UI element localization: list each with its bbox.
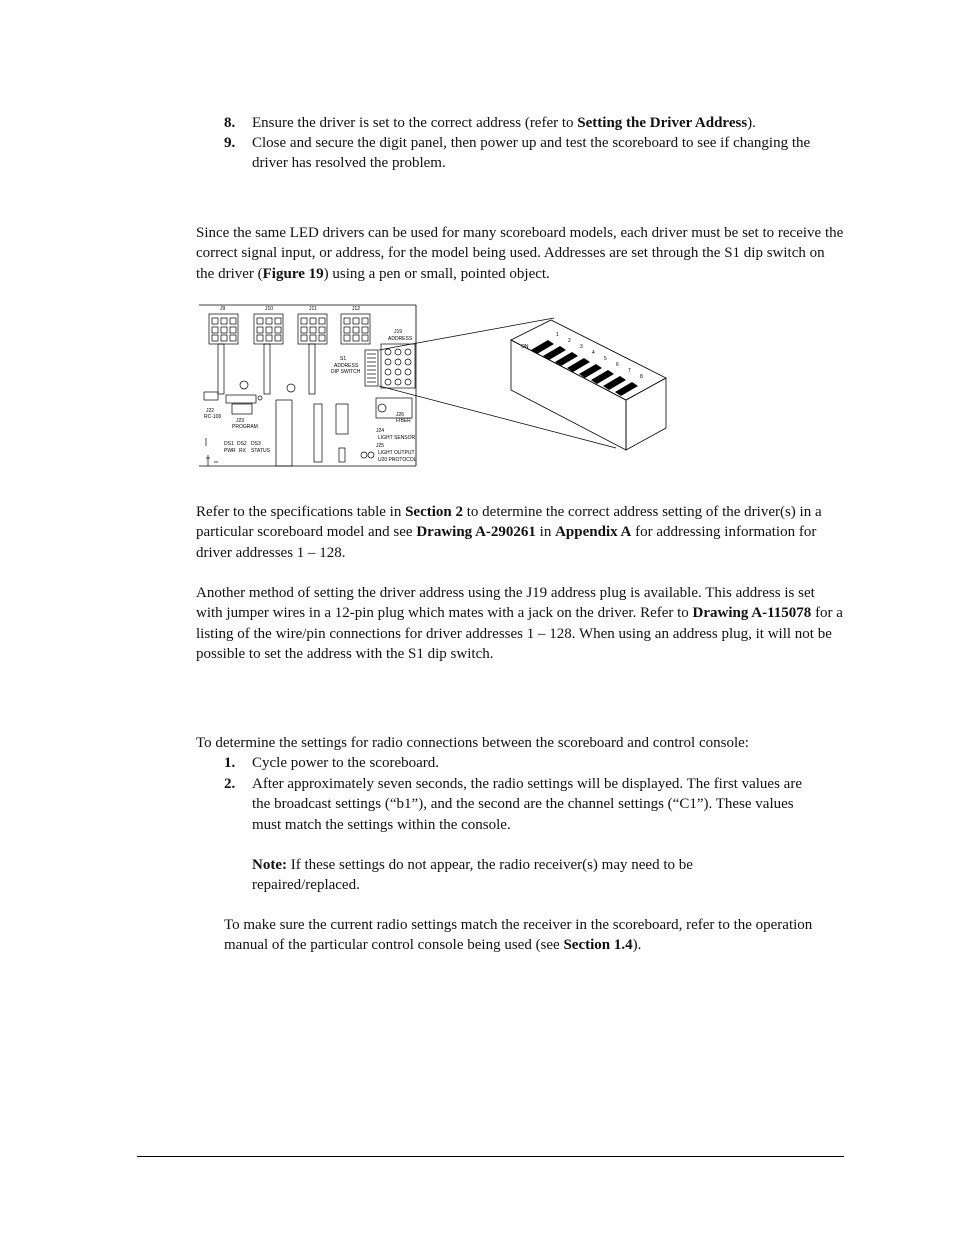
label-u20-protocol: U20 PROTOCOL <box>378 457 417 463</box>
connector-j19 <box>381 344 415 388</box>
note-paragraph: Note: If these settings do not appear, the radio receiver(s) may need to be repaired/replaced. <box>252 857 693 894</box>
connector-j10 <box>254 314 283 394</box>
step-number: 8. <box>224 115 236 131</box>
connector-j11 <box>298 314 327 394</box>
label-rx: RX <box>239 448 246 454</box>
label-light-output: LIGHT OUTPUT <box>378 450 415 456</box>
radio-paragraph: To determine the settings for radio connections between the scoreboard and control console: <box>196 735 749 751</box>
step-text: Ensure the driver is set to the correct address (refer to Setting the Driver Address). <box>252 115 756 131</box>
step-text: After approximately seven seconds, the radio settings will be displayed. The first values are the broadcast settings (“b1”), and the second are the channel settings (“C1”). These values must match the settings within the console. <box>252 776 802 833</box>
label-j23: J23 <box>236 418 245 424</box>
bold-reference: Appendix A <box>555 524 632 541</box>
switch-number-6: 6 <box>616 362 619 368</box>
label-ds3: DS3 <box>251 441 261 447</box>
bold-reference: Drawing A-290261 <box>416 524 536 541</box>
switch-number-7: 7 <box>628 368 631 374</box>
bold-reference: Section 2 <box>405 504 464 520</box>
bold-reference: Drawing A-115078 <box>692 605 812 622</box>
label-light-sensor: LIGHT SENSOR <box>378 435 416 441</box>
step-number: 2. <box>224 776 236 792</box>
bold-reference: Figure 19 <box>262 265 324 282</box>
connector-j9 <box>209 314 238 394</box>
label-s1: S1 <box>340 356 347 362</box>
footer-rule <box>137 1156 844 1157</box>
switch-number-5: 5 <box>604 356 607 362</box>
step-text: Close and secure the digit panel, then power up and test the scoreboard to see if changing the driver has resolved the problem. <box>252 135 811 172</box>
label-status: STATUS <box>251 448 270 454</box>
label-j12: J12 <box>352 306 361 312</box>
bold-reference: Setting the Driver Address <box>577 115 748 131</box>
switch-number-8: 8 <box>640 374 643 380</box>
switch-number-1: 1 <box>556 332 559 338</box>
step-text: Cycle power to the scoreboard. <box>252 755 440 771</box>
label-j19-address: ADDRESS <box>388 336 413 342</box>
label-program: PROGRAM <box>232 424 258 430</box>
leader-lines <box>379 318 616 448</box>
bold-reference: Section 1.4 <box>563 937 633 954</box>
switch-number-3: 3 <box>580 344 583 350</box>
s1-dip-switch-enlarged <box>511 320 666 450</box>
label-on: ON <box>521 344 529 350</box>
label-j19: J19 <box>394 329 403 335</box>
radio-match-paragraph: To make sure the current radio settings match the receiver in the scoreboard, refer to the operation manual of the particular control console being used (see Section 1.4). <box>224 917 813 954</box>
label-j11: J11 <box>309 306 317 312</box>
label-j10: J10 <box>265 306 274 312</box>
spec-paragraph: Refer to the specifications table in Section 2 to determine the correct address setting of the driver(s) in a particular scoreboard model and see Drawing A-290261 in Appendix A for addressing information for driver addresses 1 – 128. <box>196 504 822 561</box>
label-j25: J25 <box>376 443 385 449</box>
label-dip-switch: DIP SWITCH <box>331 369 361 375</box>
label-j22: J22 <box>206 408 215 414</box>
figure-19-driver-diagram <box>196 300 676 470</box>
switch-number-2: 2 <box>568 338 571 344</box>
label-ds1: DS1 <box>224 441 234 447</box>
address-plug-paragraph: Another method of setting the driver address using the J19 address plug is available. This address is set with jumper wires in a 12-pin plug which mates with a jack on the driver. Refer to Drawing A-115078 for a listing of the wire/pin connections for driver addresses 1 – 128. When using an address plug, it will not be possible to set the address with the S1 dip switch. <box>196 585 843 662</box>
label-j24: J24 <box>376 428 385 434</box>
s1-dip-switch-small <box>365 350 378 386</box>
connector-j12 <box>341 314 370 344</box>
label-fiber: FIBER <box>396 418 411 424</box>
bold-reference: Note: <box>252 857 287 873</box>
label-ds2: DS2 <box>237 441 247 447</box>
label-pwr: PWR <box>224 448 236 454</box>
intro-paragraph: Since the same LED drivers can be used for many scoreboard models, each driver must be set to receive the correct signal input, or address, for the model being used. Addresses are set through the S1 dip switch on the driver (Figure 19) using a pen or small, pointed object. <box>196 225 844 282</box>
switch-number-4: 4 <box>592 350 595 356</box>
step-number: 9. <box>224 135 236 151</box>
step-number: 1. <box>224 755 236 771</box>
label-rc100: RC-100 <box>204 414 222 420</box>
label-j9: J9 <box>220 306 226 312</box>
label-s1-address: ADDRESS <box>334 363 359 369</box>
label-j26: J26 <box>396 412 405 418</box>
